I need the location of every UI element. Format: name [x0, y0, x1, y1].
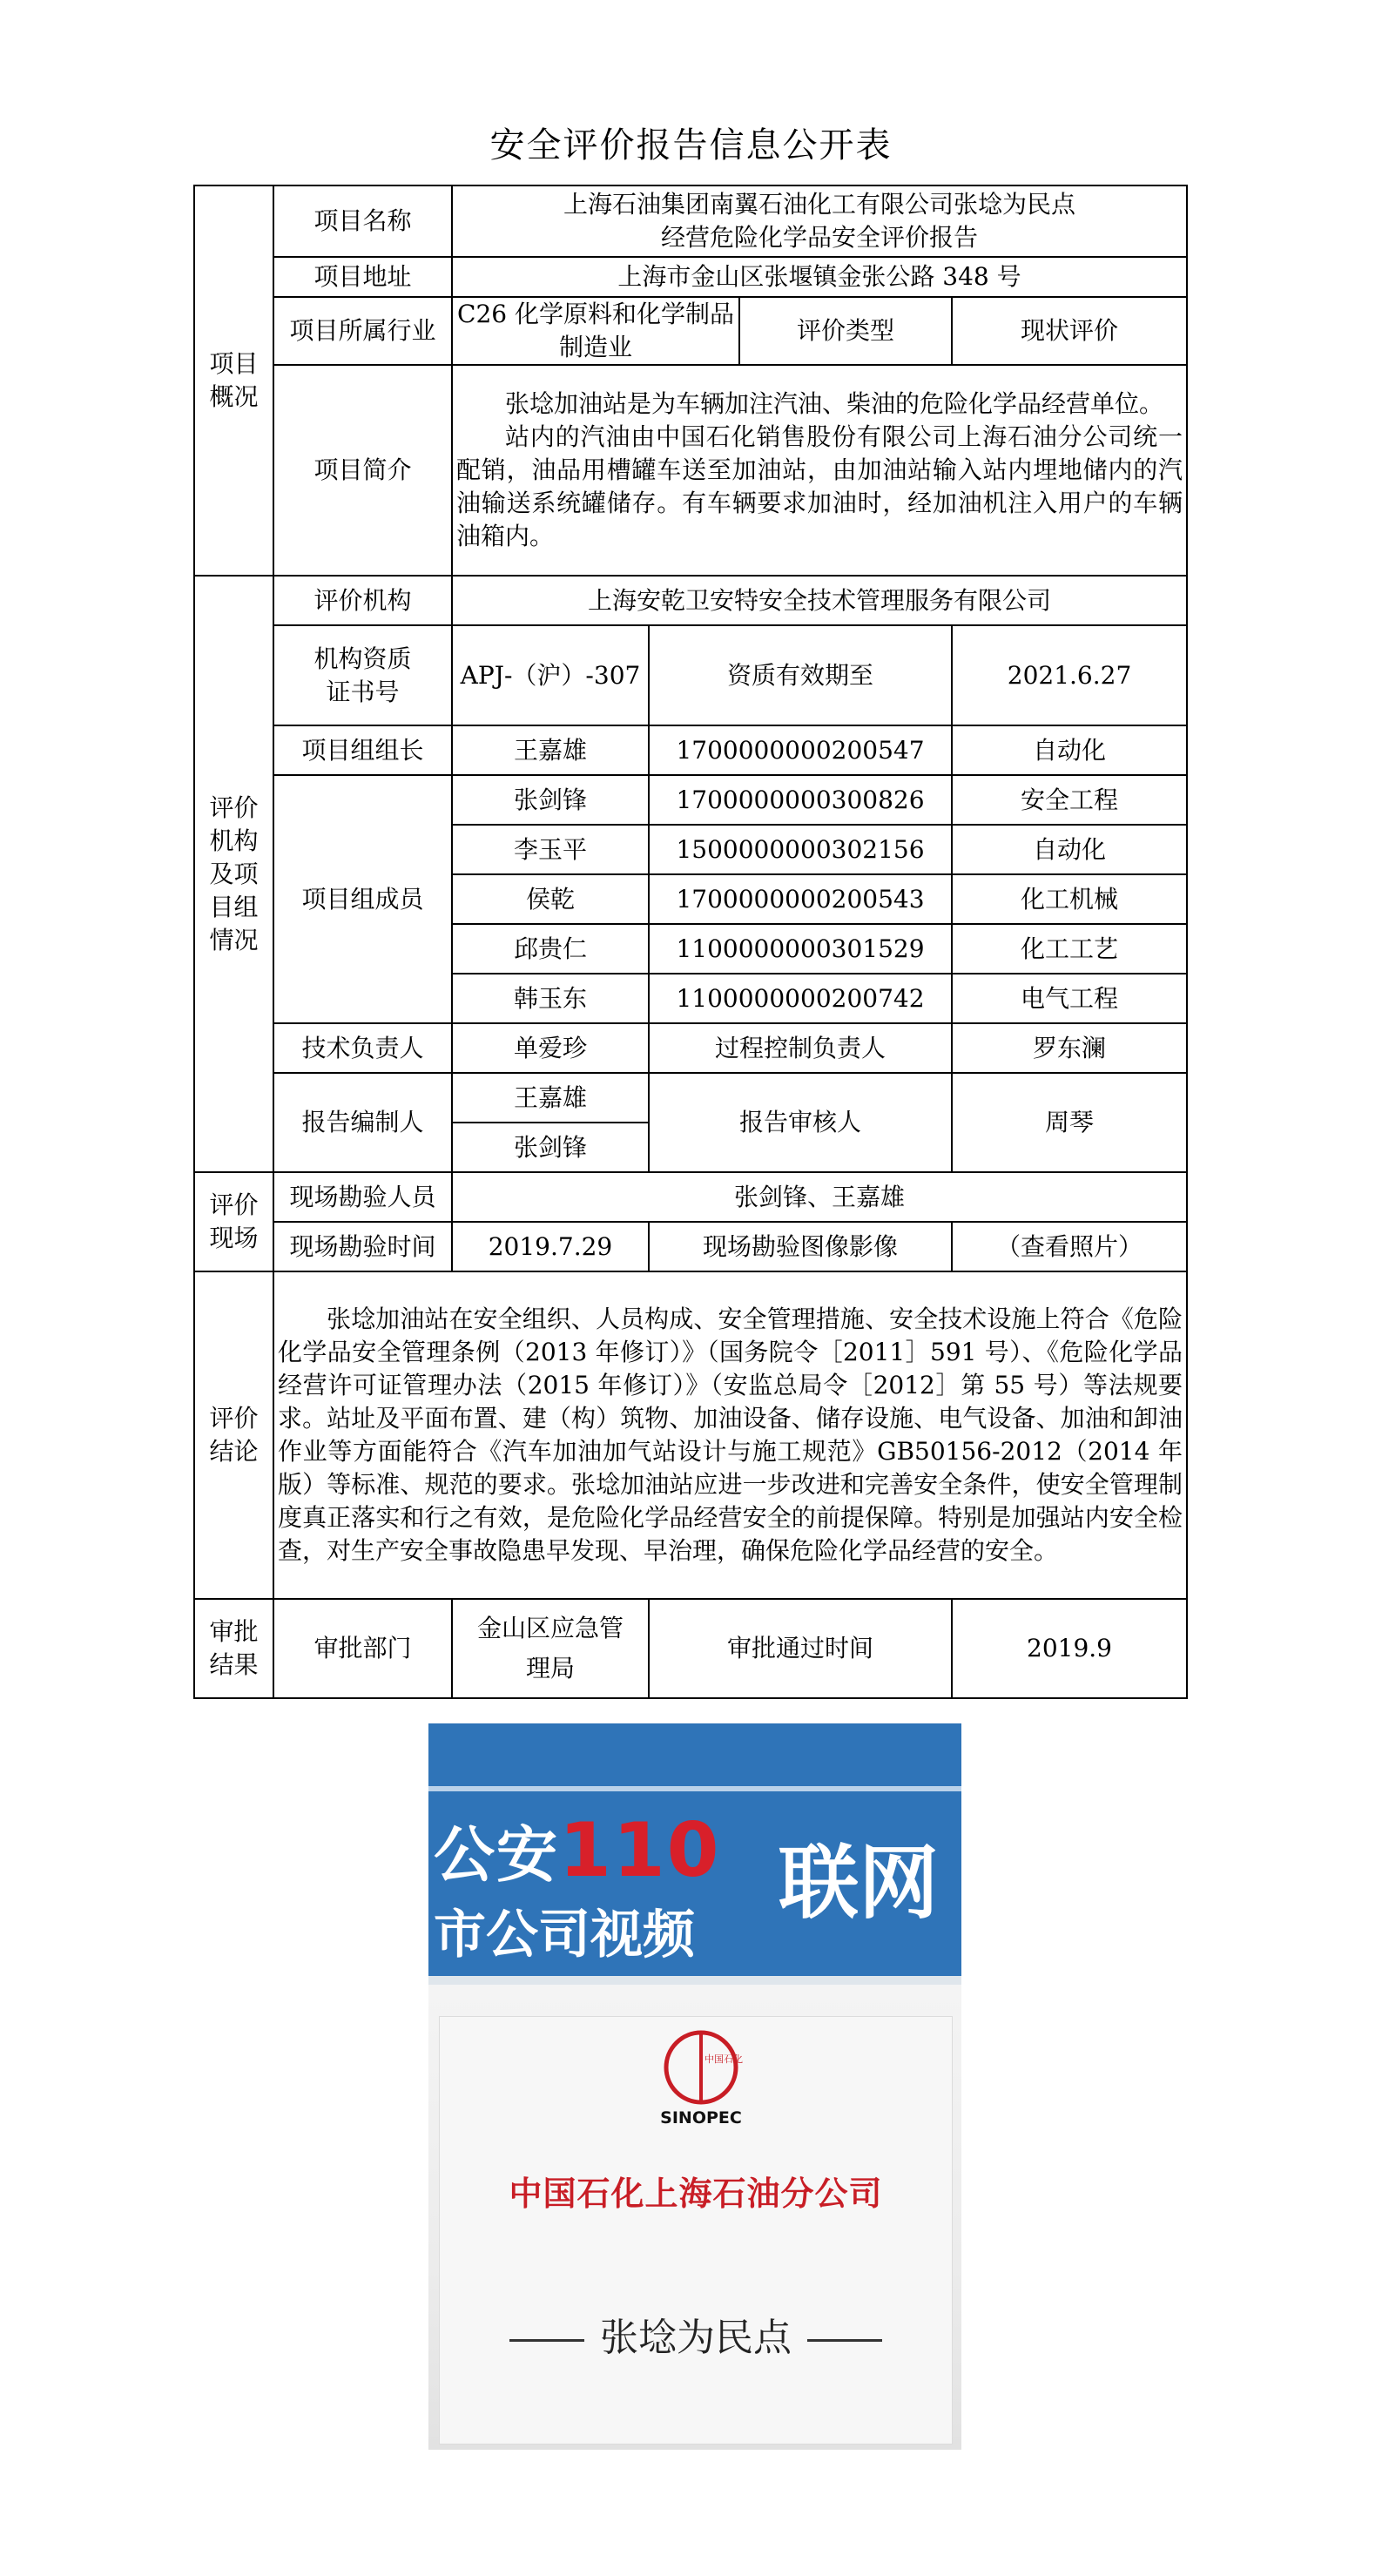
members-label: 项目组成员	[273, 775, 452, 1023]
member-id: 1700000000200543	[649, 874, 952, 924]
site-staff-value: 张剑锋、王嘉雄	[452, 1172, 1187, 1222]
plate-station-name: 张埝为民点	[440, 2306, 952, 2362]
project-intro-label: 项目简介	[273, 365, 452, 576]
eval-type-value: 现状评价	[952, 297, 1187, 365]
member-id: 1500000000302156	[649, 825, 952, 874]
project-address-label: 项目地址	[273, 257, 452, 297]
approval-dept-value: 金山区应急管 理局	[452, 1599, 649, 1698]
site-photo-label: 现场勘验图像影像	[649, 1222, 952, 1271]
member-name: 韩玉东	[452, 974, 649, 1023]
project-industry-label: 项目所属行业	[273, 297, 452, 365]
project-name-label: 项目名称	[273, 185, 452, 257]
member-field: 安全工程	[952, 775, 1187, 825]
site-time-value: 2019.7.29	[452, 1222, 649, 1271]
plate-company-name: 中国石化上海石油分公司	[509, 2174, 883, 2213]
leader-id: 1700000000200547	[649, 725, 952, 775]
leader-field: 自动化	[952, 725, 1187, 775]
member-name: 邱贵仁	[452, 924, 649, 974]
project-address-value: 上海市金山区张堰镇金张公路 348 号	[452, 257, 1187, 297]
report-author-name: 张剑锋	[452, 1123, 649, 1172]
valid-value: 2021.6.27	[952, 625, 1187, 725]
member-name: 张剑锋	[452, 775, 649, 825]
site-photo	[428, 1723, 961, 2450]
agency-value: 上海安乾卫安特安全技术管理服务有限公司	[452, 576, 1187, 625]
reviewer-label: 报告审核人	[649, 1073, 952, 1172]
project-industry-value: C26 化学原料和化学制品制造业	[452, 297, 739, 365]
leader-name: 王嘉雄	[452, 725, 649, 775]
report-author-name: 王嘉雄	[452, 1073, 649, 1123]
approval-category: 审批 结果	[194, 1599, 273, 1698]
member-field: 化工工艺	[952, 924, 1187, 974]
police-video-sign	[428, 1723, 961, 1985]
cert-value: APJ-（沪）-307	[452, 625, 649, 725]
page-title: 安全评价报告信息公开表	[489, 125, 893, 165]
view-photos-link[interactable]: （查看照片）	[952, 1222, 1187, 1271]
report-author-label: 报告编制人	[273, 1073, 452, 1172]
project-name-value: 上海石油集团南翼石油化工有限公司张埝为民点 经营危险化学品安全评价报告	[452, 185, 1187, 257]
valid-label: 资质有效期至	[649, 625, 952, 725]
conclusion-category: 评价 结论	[194, 1271, 273, 1599]
member-field: 自动化	[952, 825, 1187, 874]
sign-line-bottom: 市公司视频	[434, 1905, 695, 1966]
info-table	[193, 185, 1188, 1699]
site-category: 评价 现场	[194, 1172, 273, 1271]
station-plate	[439, 2016, 953, 2445]
logo-cn-text: 中国石化	[704, 2053, 743, 2065]
process-lead-value: 罗东澜	[952, 1023, 1187, 1073]
agency-label: 评价机构	[273, 576, 452, 625]
member-name: 侯乾	[452, 874, 649, 924]
logo-en-text: SINOPEC	[660, 2108, 742, 2128]
eval-type-label: 评价类型	[739, 297, 952, 365]
project-intro-value: 张埝加油站是为车辆加注汽油、柴油的危险化学品经营单位。 站内的汽油由中国石化销售股份有限公司上海石油分公司统一配销，油品用槽罐车送至加油站，由加油站输入站内埋地储内的汽油输送系统罐储存。有车辆要求加油时，经加油机注入用户的车辆油箱内。	[452, 365, 1187, 576]
site-staff-label: 现场勘验人员	[273, 1172, 452, 1222]
tech-lead-label: 技术负责人	[273, 1023, 452, 1073]
approval-dept-label: 审批部门	[273, 1599, 452, 1698]
member-field: 电气工程	[952, 974, 1187, 1023]
member-field: 化工机械	[952, 874, 1187, 924]
member-name: 李玉平	[452, 825, 649, 874]
reviewer-value: 周琴	[952, 1073, 1187, 1172]
member-id: 1100000000301529	[649, 924, 952, 974]
station-plate-wall	[428, 1985, 961, 2450]
sign-line-top: 公安110	[434, 1807, 721, 1894]
tech-lead-value: 单爱珍	[452, 1023, 649, 1073]
member-id: 1100000000200742	[649, 974, 952, 1023]
site-time-label: 现场勘验时间	[273, 1222, 452, 1271]
sinopec-logo	[652, 2026, 750, 2130]
approval-time-label: 审批通过时间	[649, 1599, 952, 1698]
conclusion-text: 张埝加油站在安全组织、人员构成、安全管理措施、安全技术设施上符合《危险化学品安全管理条例（2013 年修订）》（国务院令［2011］591 号）、《危险化学品经营许可证管理办法（2015 年修订）》（安监总局令［2012］第 55 号）等法规要求。站址及平面布置、建（构）筑物、加油设备、储存设施、电气设备、加油和卸油作业等方面能符合《汽车加油加气站设计与施工规范》GB50156-2012（2014 年版）等标准、规范的要求。张埝加油站应进一步改进和完善安全条件，使安全管理制度真正落实和行之有效，是危险化学品经营安全的前提保障。特别是加强站内安全检查，对生产安全事故隐患早发现、早治理，确保危险化学品经营的安全。	[273, 1271, 1187, 1599]
process-lead-label: 过程控制负责人	[649, 1023, 952, 1073]
agency-category: 评价 机构 及项 目组 情况	[194, 576, 273, 1172]
leader-label: 项目组组长	[273, 725, 452, 775]
sign-right: 联网	[779, 1837, 940, 1930]
approval-time-value: 2019.9	[952, 1599, 1187, 1698]
member-id: 1700000000300826	[649, 775, 952, 825]
overview-category: 项目 概况	[194, 185, 273, 576]
cert-label: 机构资质 证书号	[273, 625, 452, 725]
